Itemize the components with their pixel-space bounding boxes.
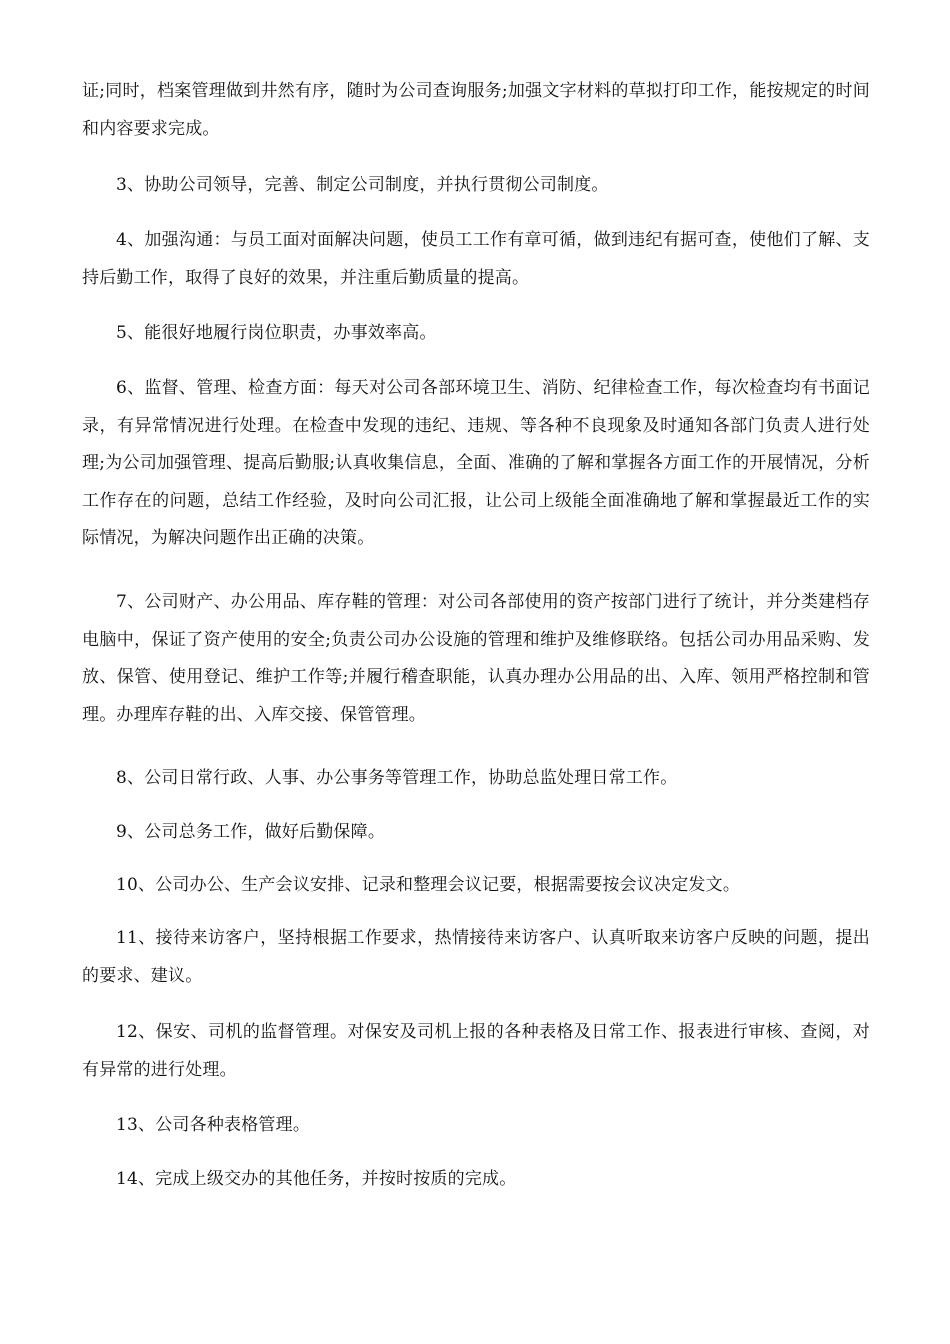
paragraph-continuation: 证;同时，档案管理做到井然有序，随时为公司查询服务;加强文字材料的草拟打印工作，能按规定的时间和内容要求完成。 (82, 81, 870, 139)
paragraph-item-11: 11、接待来访客户，坚持根据工作要求，热情接待来访客户、认真听取来访客户反映的问题，提出的要求、建议。 (82, 928, 870, 986)
paragraph-item-8: 8、公司日常行政、人事、办公事务等管理工作，协助总监处理日常工作。 (116, 768, 678, 788)
paragraph-item-14: 14、完成上级交办的其他任务，并按时按质的完成。 (116, 1169, 517, 1189)
paragraph-item-3: 3、协助公司领导，完善、制定公司制度，并执行贯彻公司制度。 (116, 175, 609, 195)
paragraph-item-7: 7、公司财产、办公用品、库存鞋的管理：对公司各部使用的资产按部门进行了统计，并分类建档存电脑中，保证了资产使用的安全;负责公司办公设施的管理和维护及维修联络。包括公司办用品采购、发放、保管、使用登记、维护工作等;并履行稽查职能，认真办理办公用品的出、入库、领用严格控制和管理。办理库存鞋的出、入库交接、保管管理。 (82, 592, 870, 725)
paragraph-item-6: 6、监督、管理、检查方面：每天对公司各部环境卫生、消防、纪律检查工作，每次检查均有书面记录，有异常情况进行处理。在检查中发现的违纪、违规、等各种不良现象及时通知各部门负责人进行处理;为公司加强管理、提高后勤服;认真收集信息，全面、准确的了解和掌握各方面工作的开展情况，分析工作存在的问题，总结工作经验，及时向公司汇报，让公司上级能全面准确地了解和掌握最近工作的实际情况，为解决问题作出正确的决策。 (82, 378, 870, 548)
paragraph-item-10: 10、公司办公、生产会议安排、记录和整理会议记要，根据需要按会议决定发文。 (116, 875, 741, 895)
paragraph-item-12: 12、保安、司机的监督管理。对保安及司机上报的各种表格及日常工作、报表进行审核、查阅，对有异常的进行处理。 (82, 1022, 870, 1080)
paragraph-item-5: 5、能很好地履行岗位职责，办事效率高。 (116, 323, 437, 343)
paragraph-item-13: 13、公司各种表格管理。 (116, 1115, 311, 1135)
paragraph-item-4: 4、加强沟通：与员工面对面解决问题，使员工工作有章可循，做到违纪有据可查，使他们了解、支持后勤工作，取得了良好的效果，并注重后勤质量的提高。 (82, 230, 870, 288)
paragraph-item-9: 9、公司总务工作，做好后勤保障。 (116, 822, 386, 842)
